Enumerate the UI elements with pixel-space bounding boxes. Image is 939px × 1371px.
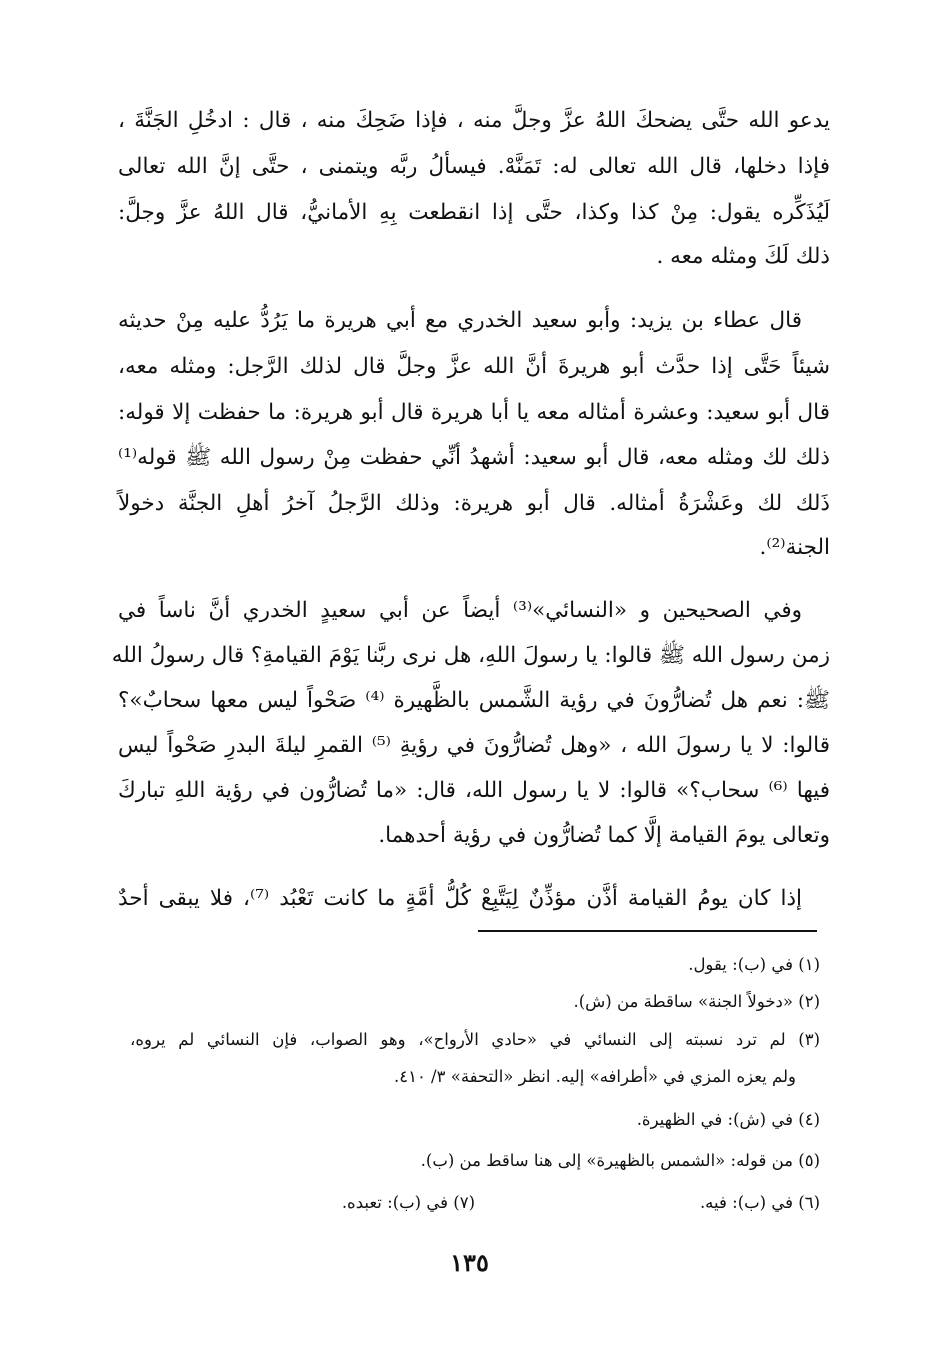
text-line: فيها ⁽⁶⁾ سحاب؟» قالوا: لا يا رسول الله، قال: «ما تُضارُّون في رؤية اللهِ تباركَ xyxy=(118,778,830,803)
text-line: يدعو الله حتَّى يضحكَ اللهُ عزَّ وجلَّ منه ، فإذا ضَحِكَ منه ، قال : ادخُلِ الجَنَّةَ ، xyxy=(118,108,830,133)
footnote: (٧) في (ب): تعبده. xyxy=(341,1193,475,1212)
footnote-separator xyxy=(478,930,817,932)
footnote: (١) في (ب): يقول. xyxy=(688,955,820,974)
footnote: (٢) «دخولاً الجنة» ساقطة من (ش). xyxy=(573,992,820,1011)
text-line: ﷺ: نعم هل تُضارُّونَ في رؤية الشَّمس بالظَّهيرة ⁽⁴⁾ صَحْواً ليس معها سحابٌ»؟ xyxy=(118,688,830,713)
text-line: زمن رسول الله ﷺ قالوا: يا رسولَ اللهِ، هل نرى ربَّنا يَوْمَ القيامةِ؟ قال رسولُ الله xyxy=(111,643,830,668)
footnote: (٣) لم ترد نسبته إلى النسائي في «حادي الأرواح»، وهو الصواب، فإن النسائي لم يروه، xyxy=(130,1030,820,1049)
text-line: وفي الصحيحين و «النسائي»⁽³⁾ أيضاً عن أبي سعيدٍ الخدري أنَّ ناساً في xyxy=(118,598,802,623)
text-line: وتعالى يومَ القيامة إلَّا كما تُضارُّون في رؤية أحدهما. xyxy=(378,823,830,848)
text-line: لَيُذَكِّره يقول: مِنْ كذا وكذا، حتَّى إذا انقطعت بِهِ الأمانيُّ، قال اللهُ عزَّ وجلَّ: xyxy=(118,200,830,225)
page-number: ١٣٥ xyxy=(450,1248,489,1277)
text-line: إذا كان يومُ القيامة أذَّن مؤذِّنٌ لِيَتَّبِعْ كُلُّ أمَّةٍ ما كانت تَعْبُد ⁽⁷⁾، فلا يبقى أحدٌ xyxy=(118,886,802,911)
footnote: (٦) في (ب): فيه. xyxy=(699,1193,820,1212)
text-line: قالوا: لا يا رسولَ الله ، «وهل تُضارُّونَ في رؤيةِ ⁽⁵⁾ القمرِ ليلةَ البدرِ صَحْواً ليس xyxy=(118,733,830,758)
text-line: ذَلك لك وعَشْرَةُ أمثاله. قال أبو هريرة: وذلك الرَّجلُ آخرُ أهلِ الجنَّة دخولاً xyxy=(118,491,830,516)
text-line: ذلك لَكَ ومثله معه . xyxy=(656,244,830,269)
footnote: ولم يعزه المزي في «أطرافه» إليه. انظر «التحفة» ٣/ ٤١٠. xyxy=(393,1067,796,1086)
text-line: فإذا دخلها، قال الله تعالى له: تَمَنَّهْ. فيسألُ ربَّه ويتمنى ، حتَّى إنَّ الله تعالى xyxy=(118,154,830,179)
text-line: الجنة⁽²⁾. xyxy=(759,535,830,560)
text-line: شيئاً حَتَّى إذا حدَّث أبو هريرةَ أنَّ الله عزَّ وجلَّ قال لذلك الرَّجل: ومثله معه، xyxy=(118,354,830,379)
footnote: (٥) من قوله: «الشمس بالظهيرة» إلى هنا ساقط من (ب). xyxy=(420,1151,820,1170)
text-line: ذلك لك ومثله معه، قال أبو سعيد: أشهدُ أنِّي حفظت مِنْ رسول الله ﷺ قوله⁽¹⁾ xyxy=(118,445,830,470)
footnote: (٤) في (ش): في الظهيرة. xyxy=(636,1110,820,1129)
text-line: قال أبو سعيد: وعشرة أمثاله معه يا أبا هريرة قال أبو هريرة: ما حفظت إلا قوله: xyxy=(118,400,830,425)
text-line: قال عطاء بن يزيد: وأبو سعيد الخدري مع أبي هريرة ما يَرُدُّ عليه مِنْ حديثه xyxy=(118,308,802,333)
